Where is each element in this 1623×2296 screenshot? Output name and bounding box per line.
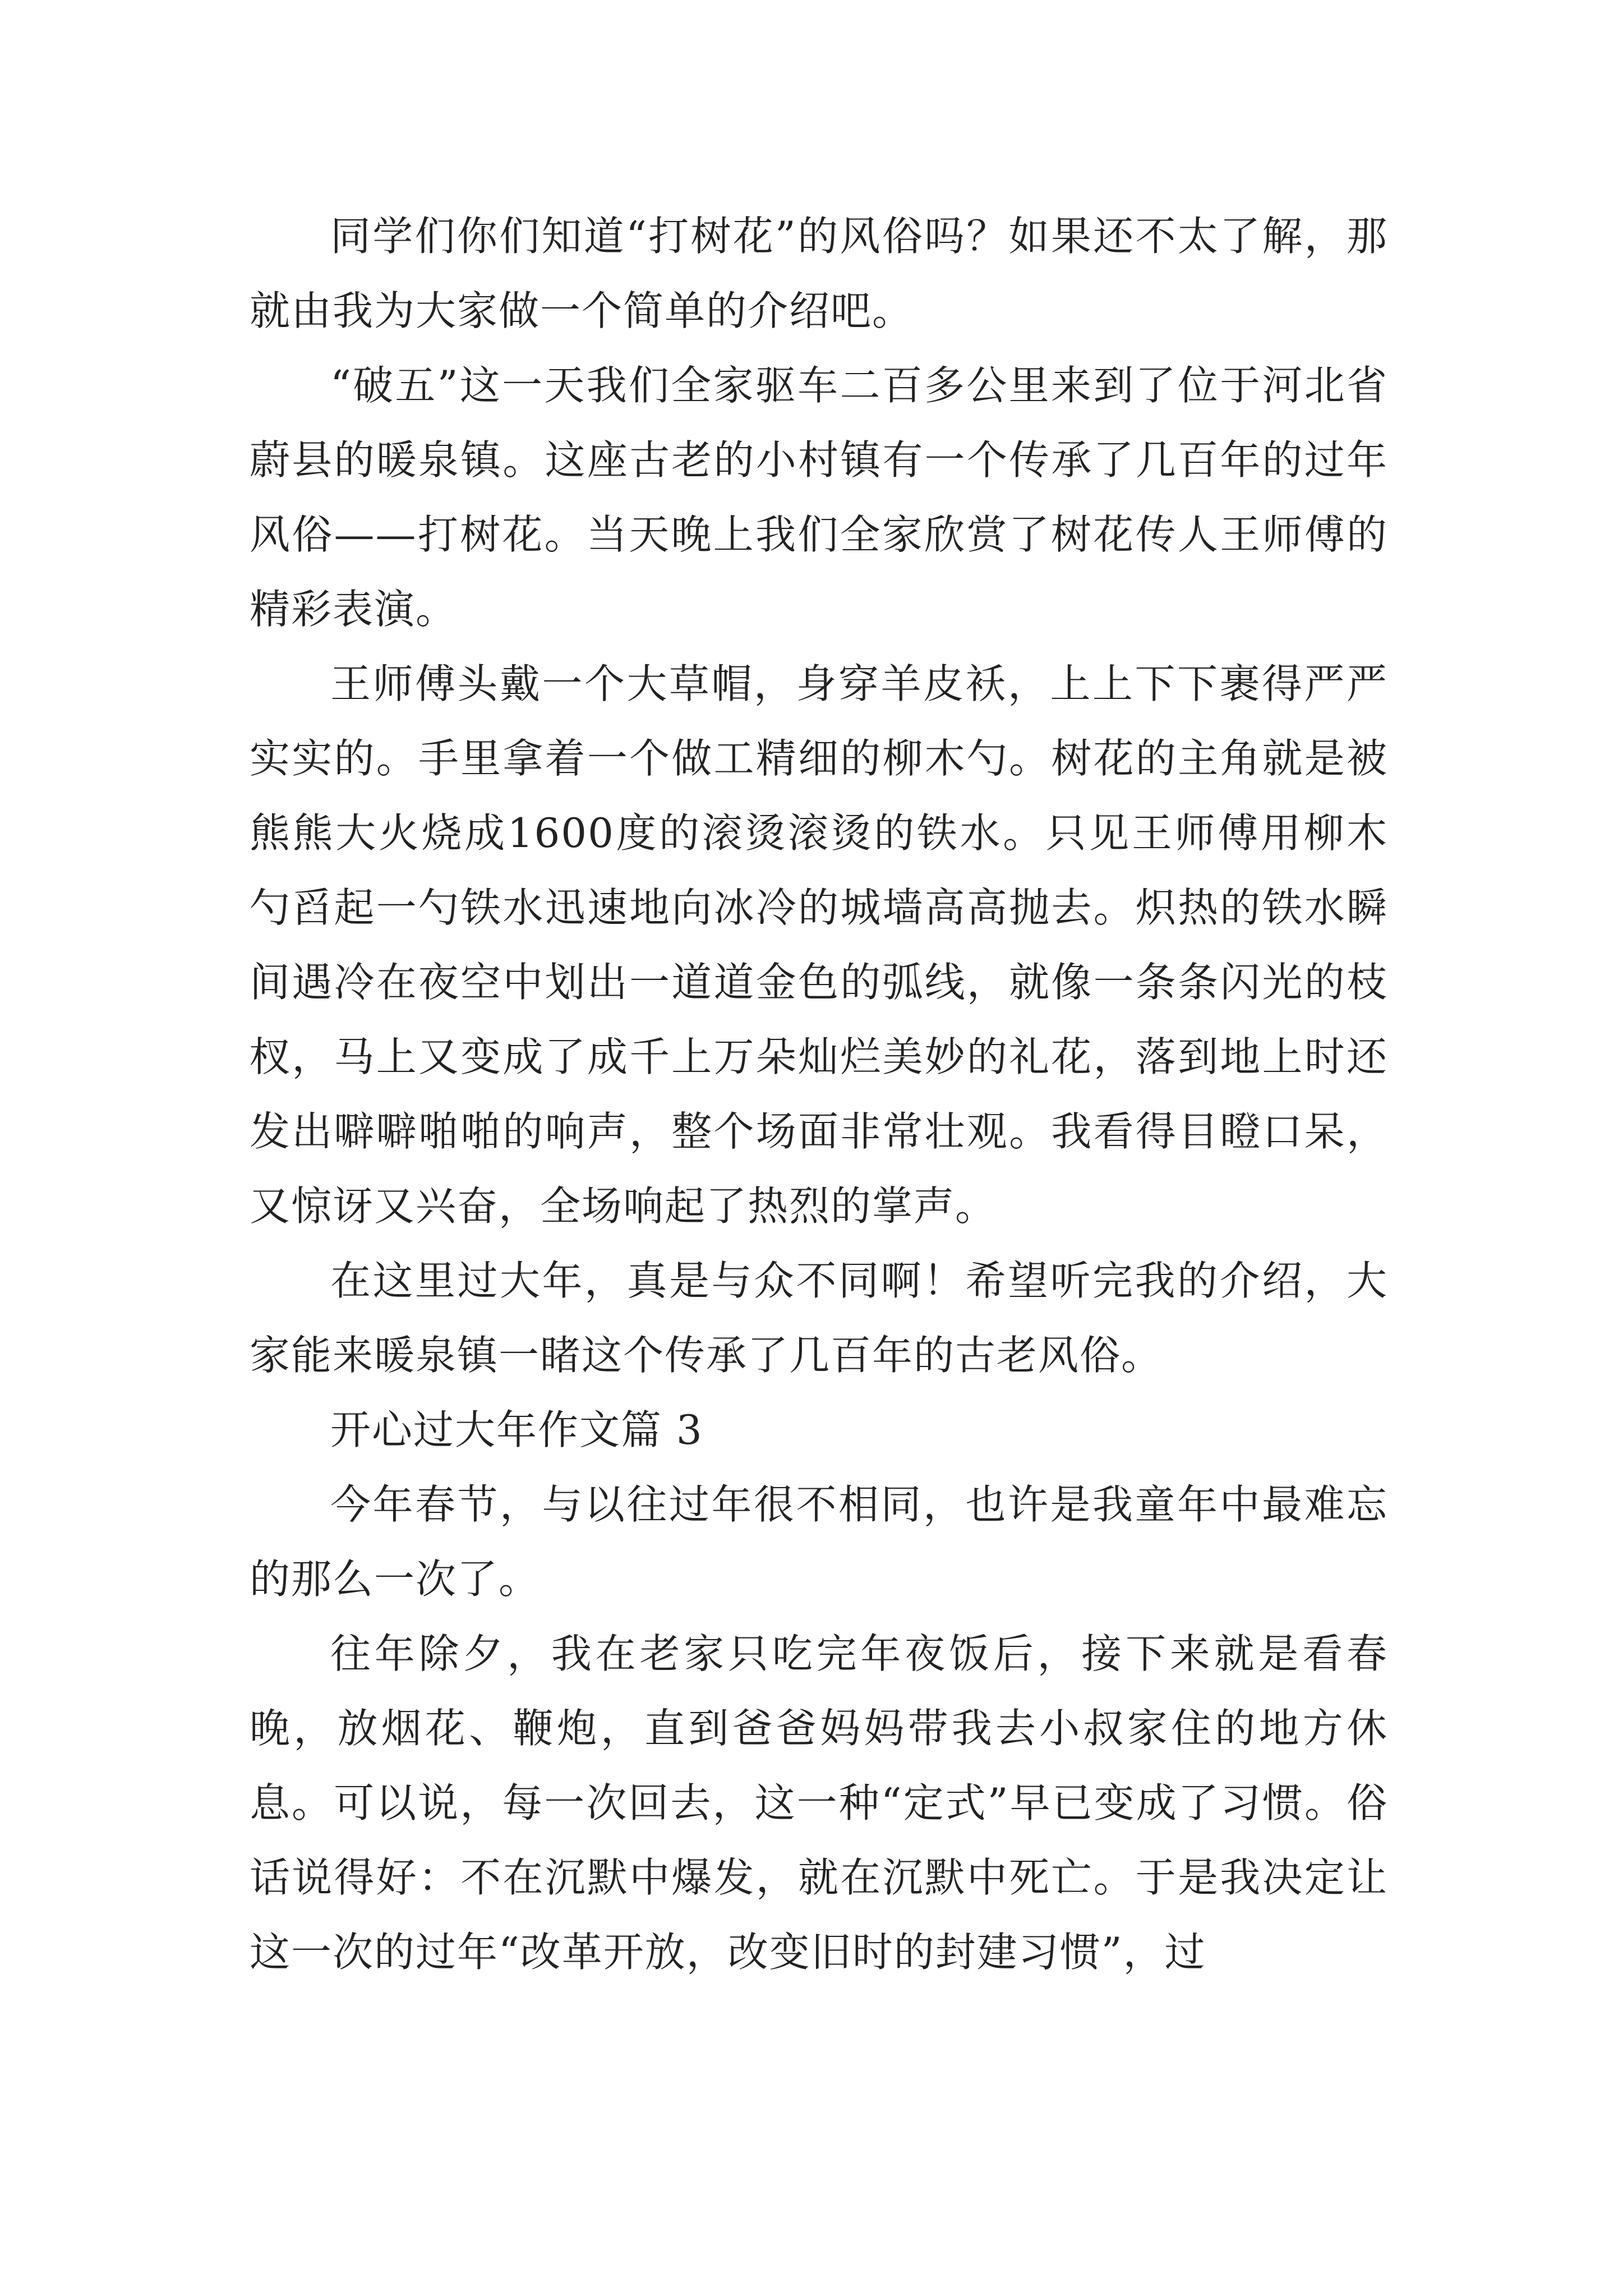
paragraph-intro: 同学们你们知道“打树花”的风俗吗？如果还不太了解，那就由我为大家做一个简单的介绍吧。 bbox=[250, 213, 1388, 334]
document-body bbox=[250, 199, 1388, 1990]
section-heading: 开心过大年作文篇 3 bbox=[330, 1406, 703, 1453]
paragraph-po-wu: “破五”这一天我们全家驱车二百多公里来到了位于河北省蔚县的暖泉镇。这座古老的小村镇有一个传承了几百年的过年风俗——打树花。当天晚上我们全家欣赏了树花传人王师傅的精彩表演。 bbox=[250, 362, 1388, 633]
paragraph-new-year-eve: 往年除夕，我在老家只吃完年夜饭后，接下来就是看春晚，放烟花、鞭炮，直到爸爸妈妈带我去小叔家住的地方休息。可以说，每一次回去，这一种“定式”早已变成了习惯。俗话说得好：不在沉默中爆发，就在沉默中死亡。于是我决定让这一次的过年“改革开放，改变旧时的封建习惯”，过 bbox=[250, 1630, 1388, 1976]
paragraph-master-wang: 王师傅头戴一个大草帽，身穿羊皮袄，上上下下裹得严严实实的。手里拿着一个做工精细的柳木勺。树花的主角就是被熊熊大火烧成1600度的滚烫滚烫的铁水。只见王师傅用柳木勺舀起一勺铁水迅速地向冰冷的城墙高高抛去。炽热的铁水瞬间遇冷在夜空中划出一道道金色的弧线，就像一条条闪光的枝杈，马上又变成了成千上万朵灿烂美妙的礼花，落到地上时还发出噼噼啪啪的响声，整个场面非常壮观。我看得目瞪口呆，又惊讶又兴奋，全场响起了热烈的掌声。 bbox=[250, 660, 1388, 1230]
paragraph-conclusion: 在这里过大年，真是与众不同啊！希望听完我的介绍，大家能来暖泉镇一睹这个传承了几百年的古老风俗。 bbox=[250, 1257, 1388, 1379]
paragraph-spring-festival: 今年春节，与以往过年很不相同，也许是我童年中最难忘的那么一次了。 bbox=[250, 1481, 1388, 1603]
